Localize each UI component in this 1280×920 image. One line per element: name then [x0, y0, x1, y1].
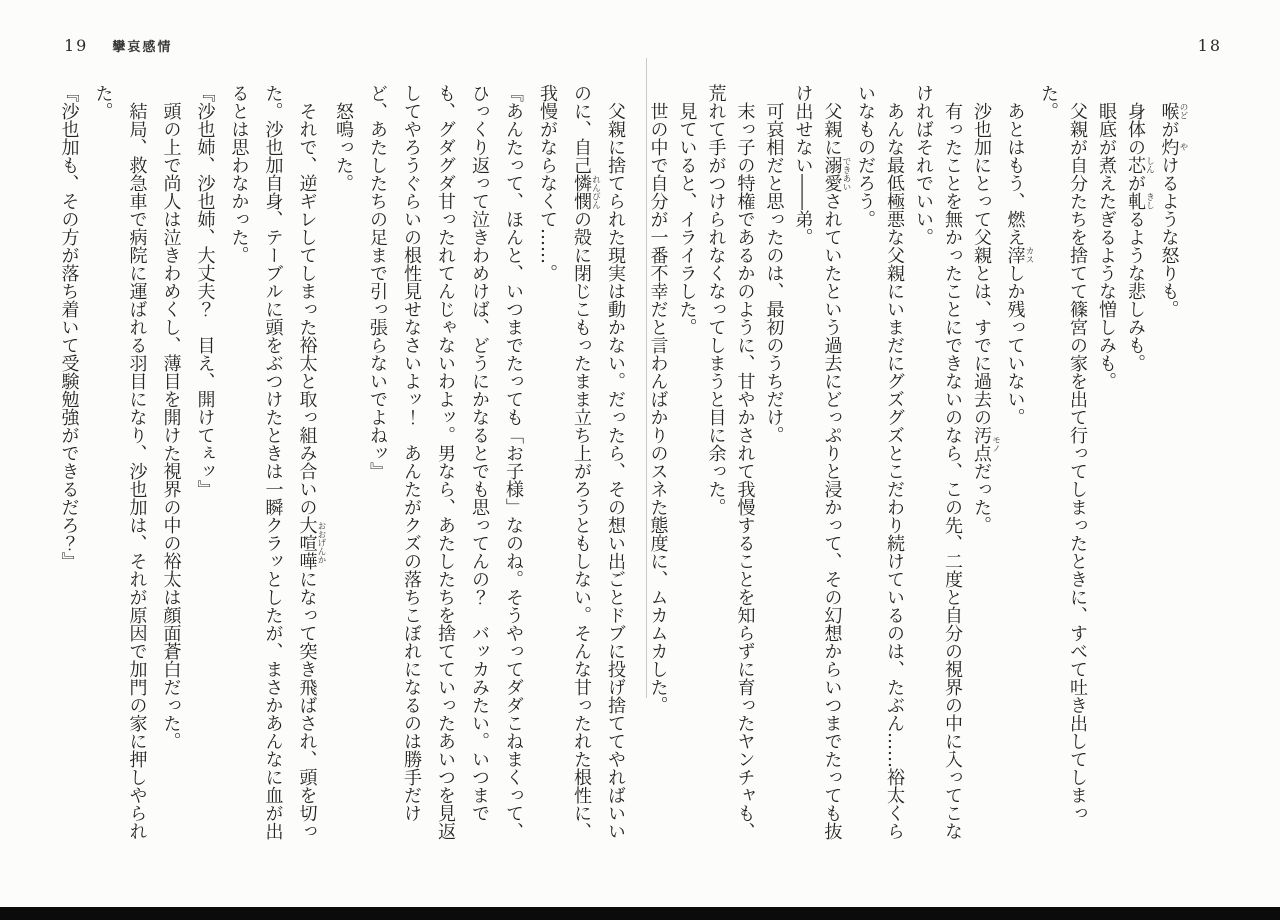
page-number-right: 18	[1197, 36, 1222, 55]
paragraph: 有ったことを無かったことにできないのなら、この先、二度と自分の視界の中に入ってこなければそれでいい。	[913, 84, 963, 840]
paragraph: 末っ子の特権であるかのように、甘やかされて我慢することを知らずに育ったヤンチャも、荒れて手がつけられなくなってしまうと目に余った。	[705, 84, 756, 840]
paragraph: 眼底が煮えたぎるような憎しみも。	[1096, 102, 1117, 390]
page-19-text	[44, 84, 632, 856]
paragraph: 結局、救急車で病院に運ばれる羽目になり、沙也加は、それが原因で加門の家に押しやられた。	[92, 84, 148, 840]
scan-edge-bar	[0, 907, 1280, 920]
paragraph: 『あんたって、ほんと、いつまでたっても「お子様」なのね。そうやってダダこねまくって、ひっくり返って泣きわめけば、どうにかなるとでも思ってんの？ バッカみたい。いつまでも、グダグダ甘ったれてんじゃないわよッ。男なら、あたしたちを捨てていったあいつを見返してやろうぐらいの根性見せなさいよッ！ あんたがクズの落ちこぼれになるのは勝手だけど、あたしたちの足まで引っ張らないでよねッ』	[367, 84, 524, 840]
paragraph: 『沙也姉、沙也姉、大丈夫？ 目え、開けてぇッ』	[194, 84, 216, 498]
paragraph: 『沙也加も、その方が落ち着いて受験勉強ができるだろ？』	[58, 84, 80, 570]
paragraph: 頭の上で尚人は泣きわめくし、薄目を開けた視界の中の裕太は顔面蒼白だった。	[160, 102, 182, 750]
page-number-left: 19	[64, 36, 89, 55]
paragraph: 身体の芯しんが軋きしるような悲しみも。	[1125, 102, 1155, 372]
paragraph: あんな最低極悪な父親にいまだにグズグズとこだわり続けているのは、たぶん……裕太くらいなものだろう。	[855, 84, 905, 840]
paragraph: 世の中で自分が一番不幸だと言わんばかりのスネた態度に、ムカムカした。	[647, 102, 669, 714]
running-head-right	[1198, 36, 1222, 55]
paragraph: 父親に溺愛できあいされていたという過去にどっぷりと浸かって、その幻想からいつまでたっても抜け出せない――弟。	[792, 84, 851, 840]
paragraph: あとはもう、燃え滓カスしか残っていない。	[1004, 102, 1034, 426]
paragraph: それで、逆ギレしてしまった裕太と取っ組み合いの大喧嘩おおげんかになって突き飛ばされ、頭を切った。沙也加自身、テーブルに頭をぶつけたときは一瞬クラッとしたが、まさかあんなに血が出るとは思わなかった。	[228, 84, 326, 840]
paragraph: 父親が自分たちを捨てて篠宮の家を出て行ってしまったときに、すべて吐き出してしまった。	[1038, 84, 1088, 822]
page-gutter-line	[646, 58, 647, 698]
paragraph: 怒鳴った。	[333, 102, 354, 192]
running-head-left	[64, 36, 172, 55]
paragraph: 沙也加にとって父親とは、すでに過去の汚点モノだった。	[971, 102, 1001, 534]
page-18	[640, 0, 1280, 920]
paragraph: 父親に捨てられた現実は動かない。だったら、その想い出ごとドブに投げ捨ててやればいいのに、自己憐憫れんびんの殻に閉じこもったまま立ち上がろうともしない。そんな甘ったれた根性に、我慢がならなくて……。	[537, 84, 626, 840]
paragraph: 喉のどが灼やけるような怒りも。	[1158, 102, 1188, 318]
paragraph: 見ていると、イライラした。	[676, 102, 698, 336]
page-18-text	[647, 84, 1188, 856]
paragraph: 可哀相だと思ったのは、最初のうちだけ。	[763, 102, 785, 444]
chapter-title: 攣哀感情	[112, 40, 173, 55]
